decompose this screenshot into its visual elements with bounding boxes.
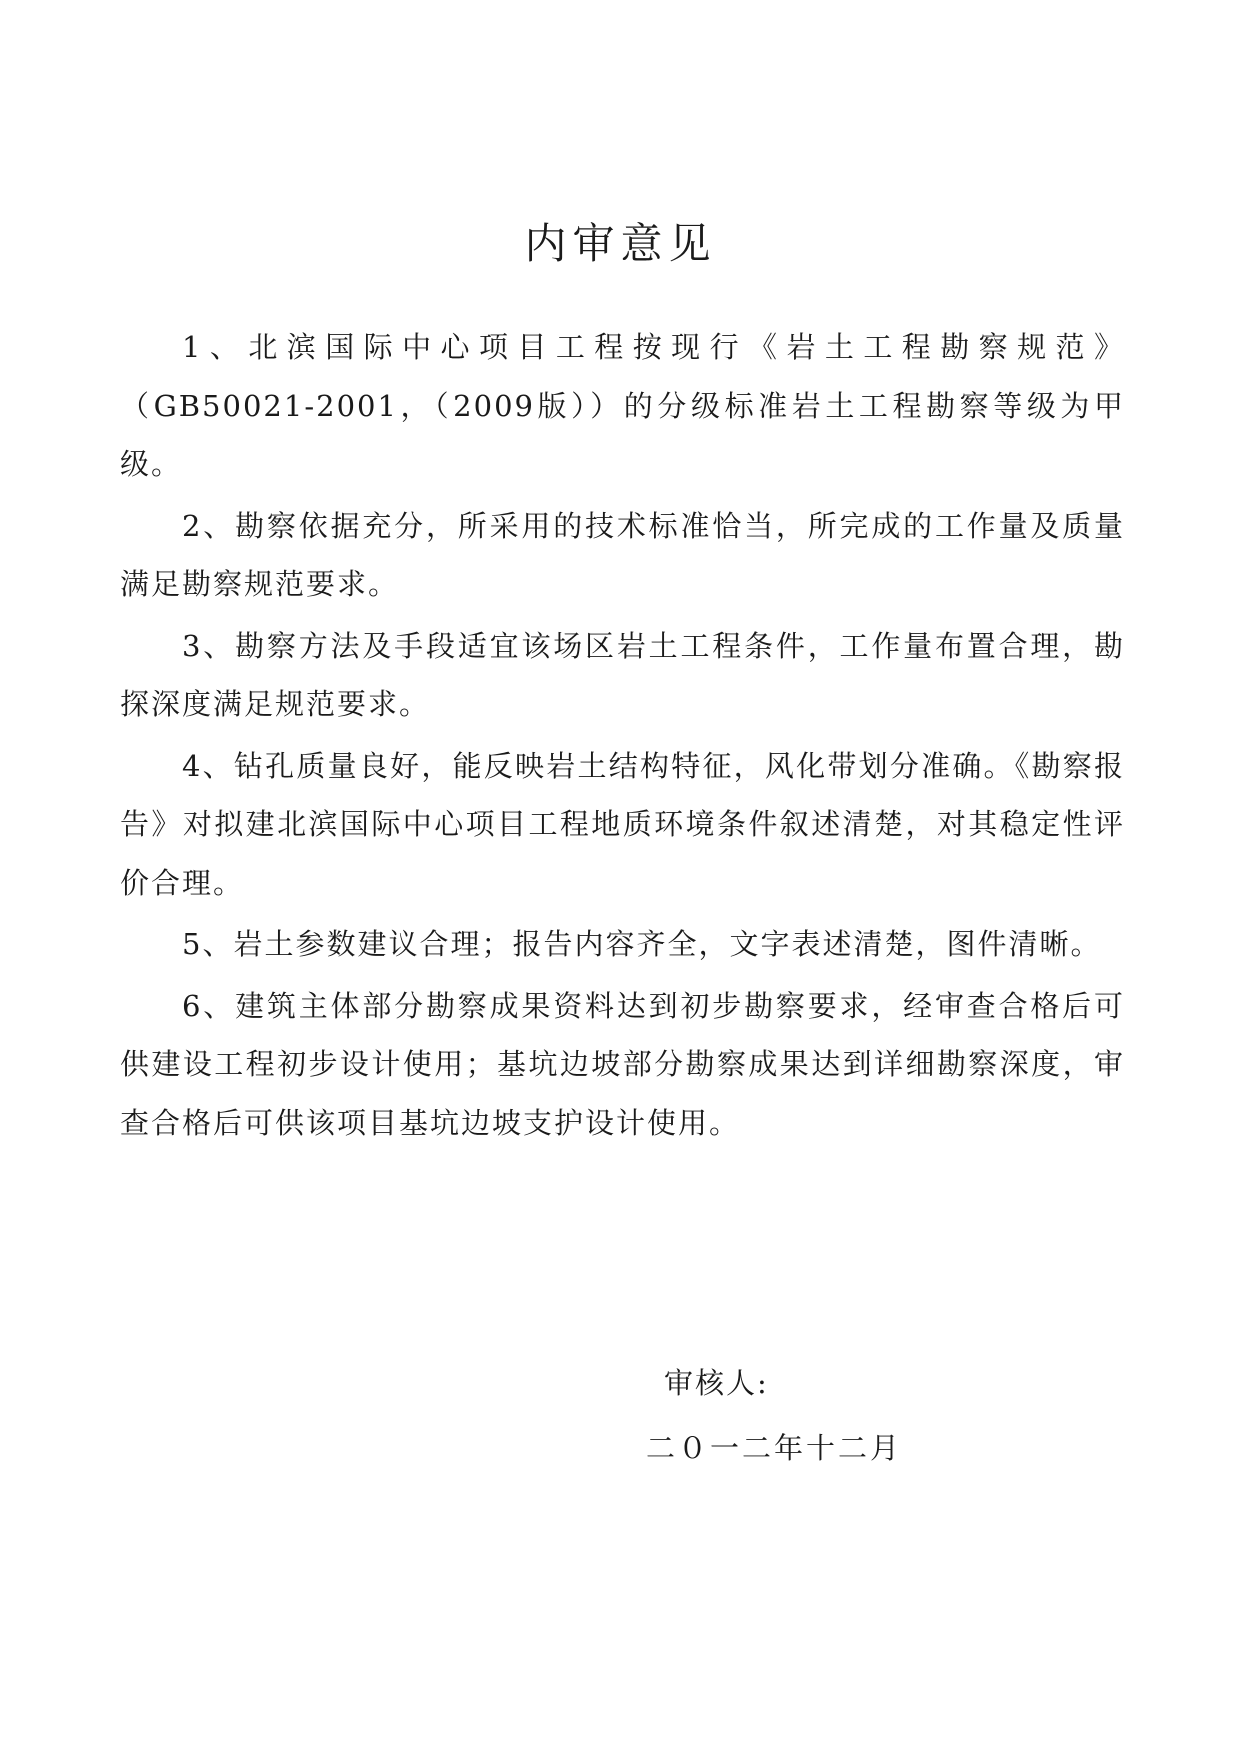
review-opinions [120,318,1125,1152]
reviewer-label: 审核人: [664,1366,769,1400]
page-title: 内审意见 [524,219,717,269]
opinion-paragraph-5: 5、岩土参数建议合理；报告内容齐全，文字表述清楚，图件清晰。 [182,927,1102,961]
opinion-paragraph-3: 3、勘察方法及手段适宜该场区岩土工程条件，工作量布置合理，勘探深度满足规范要求。 [120,628,1125,721]
opinion-paragraph-4: 4、钻孔质量良好，能反映岩土结构特征，风化带划分准确。《勘察报告》对拟建北滨国际中心项目工程地质环境条件叙述清楚，对其稳定性评价合理。 [120,748,1125,900]
opinion-paragraph-6: 6、建筑主体部分勘察成果资料达到初步勘察要求，经审查合格后可供建设工程初步设计使用；基坑边坡部分勘察成果达到详细勘察深度，审查合格后可供该项目基坑边坡支护设计使用。 [120,988,1125,1140]
opinion-paragraph-1: 1、北滨国际中心项目工程按现行《岩土工程勘察规范》（GB50021-2001，（2009版））的分级标准岩土工程勘察等级为甲级。 [120,330,1125,481]
opinion-paragraph-2: 2、勘察依据充分，所采用的技术标准恰当，所完成的工作量及质量满足勘察规范要求。 [120,508,1125,601]
review-date: 二０一二年十二月 [646,1431,903,1465]
